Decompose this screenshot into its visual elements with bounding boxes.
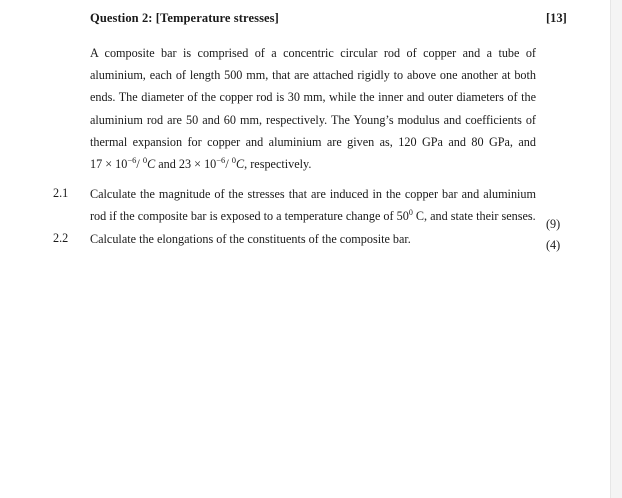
paragraph-line: ends. The diameter of the copper rod is 30 mm, while the inner and outer diameters of the [90, 90, 536, 105]
tail-text: , respectively. [244, 157, 312, 172]
subquestion-text [90, 228, 536, 250]
subquestion-line: rod if the composite bar is exposed to a temperature change of $50^0$ C, and state their senses. [90, 208, 536, 223]
question-title: Question 2: [Temperature stresses] [90, 11, 279, 25]
aluminium-expansion-coefficient: $23 \times 10^{-6}/$ $^0$C [178, 155, 245, 172]
paragraph-line: thermal expansion for copper and aluminium are given as, 120 GPa and 80 GPa, and [90, 134, 536, 149]
connector-text: and [155, 157, 179, 172]
paragraph-last-line [90, 153, 536, 175]
question-total-marks: [13] [546, 11, 567, 25]
subquestion-number: 2.2 [53, 231, 69, 245]
paragraph-line: aluminium rod are 50 and 60 mm, respectively. The Young’s modulus and coefficients of [90, 112, 536, 127]
subquestion-line: Calculate the elongations of the constituents of the composite bar. [90, 232, 411, 246]
copper-expansion-coefficient: $17 \times 10^{-6}/$ $^0$C [90, 155, 156, 172]
page-edge [610, 0, 622, 498]
subquestion-marks: (4) [546, 238, 561, 252]
subquestion-line: Calculate the magnitude of the stresses that are induced in the copper bar and aluminium [90, 187, 536, 201]
subquestion-marks: (9) [546, 217, 561, 231]
subquestion-text [90, 183, 536, 227]
question-paragraph [90, 42, 536, 175]
subquestion-number: 2.1 [53, 186, 69, 200]
paragraph-line: aluminium, each of length 500 mm, that are attached rigidly to above one another at both [90, 68, 536, 83]
paragraph-line: A composite bar is comprised of a concentric circular rod of copper and a tube of [90, 46, 536, 60]
